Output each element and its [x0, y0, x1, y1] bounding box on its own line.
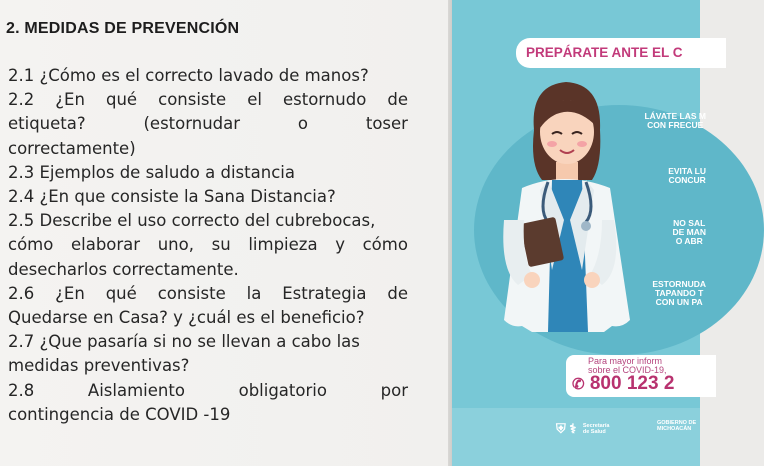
question-line	[8, 112, 408, 136]
question-line	[8, 209, 408, 233]
info-text: Para mayor inform sobre el COVID-19,	[588, 356, 667, 375]
question-word: su	[211, 235, 231, 255]
question-word: o	[297, 114, 308, 134]
question-word: Aislamiento	[87, 380, 185, 400]
info-box	[566, 355, 716, 397]
question-line	[8, 233, 408, 257]
phone-icon: ✆	[572, 376, 585, 393]
question-line	[8, 137, 408, 161]
question-word: qué	[105, 283, 137, 303]
question-word: correctamente)	[8, 138, 136, 158]
phone-number: ✆ 800 123 2	[572, 373, 675, 394]
question-word: y	[335, 235, 345, 255]
poster-banner: PREPÁRATE ANTE EL C	[516, 38, 726, 68]
question-line	[8, 88, 408, 112]
health-secretary-logo: ⛨ ⚕ Secretaría de Salud	[556, 421, 610, 436]
question-word: ¿En	[55, 90, 85, 110]
section-heading: 2. MEDIDAS DE PREVENCIÓN	[6, 20, 240, 37]
question-line	[8, 354, 408, 378]
question-word: consiste	[158, 90, 227, 110]
question-word: qué	[105, 90, 138, 110]
question-line	[8, 185, 408, 209]
question-word: uno,	[157, 235, 194, 255]
question-line	[8, 258, 408, 282]
question-word: el	[247, 90, 262, 110]
question-word: cómo	[8, 235, 54, 255]
question-word: limpieza	[248, 235, 318, 255]
question-word: 2.6	[8, 283, 35, 303]
question-word: por	[380, 380, 408, 400]
question-word: 2.4 ¿En que consiste la Sana Distancia?	[8, 187, 336, 206]
question-word: contingencia de COVID -19	[8, 404, 231, 424]
question-word: (estornudar	[143, 114, 241, 134]
question-line	[8, 161, 408, 185]
tip-avoid-crowds: EVITA LU CONCUR	[668, 166, 706, 185]
question-line	[8, 403, 408, 427]
question-word: cómo	[362, 235, 408, 255]
question-word: desecharlos correctamente.	[8, 259, 239, 279]
question-word: 2.8	[8, 380, 35, 400]
question-word: 2.5 Describe el uso correcto del cubrebocas,	[8, 211, 376, 231]
question-word: Quedarse en Casa? y ¿cuál es el beneficio?	[8, 308, 365, 327]
covid-poster	[452, 0, 706, 466]
question-word: Estrategia	[282, 283, 367, 303]
question-word: 2.1 ¿Cómo es el correcto lavado de manos?	[8, 66, 369, 85]
question-line	[8, 64, 408, 88]
question-word: estornudo	[283, 90, 367, 110]
question-word: consiste	[157, 283, 226, 303]
question-word: 2.7 ¿Que pasaría si no se llevan a cabo las	[8, 332, 360, 352]
question-line	[8, 306, 408, 330]
question-word: la	[246, 283, 262, 303]
logo-mark-icon: ⛨ ⚕	[556, 421, 577, 436]
question-word: de	[387, 90, 408, 110]
question-word: 2.3 Ejemplos de saludo a distancia	[8, 162, 295, 182]
question-word: elaborar	[70, 235, 141, 255]
tip-wash-hands: LÁVATE LAS M CON FRECUE	[644, 111, 706, 130]
michoacan-logo: GOBIERNO DE MICHOACÁN	[657, 420, 697, 432]
question-line	[8, 330, 408, 354]
question-word: obligatorio	[238, 380, 327, 400]
question-word: toser	[365, 114, 408, 134]
tip-sneeze: ESTORNUDA TAPANDO T CON UN PA	[652, 279, 706, 307]
question-word: 2.2	[8, 90, 35, 110]
tip-stay-home: NO SAL DE MAN O ABR	[672, 218, 706, 246]
question-line	[8, 282, 408, 306]
question-word: etiqueta?	[8, 114, 86, 134]
question-line	[8, 379, 408, 403]
question-word: de	[387, 283, 408, 303]
question-word: ¿En	[55, 283, 85, 303]
question-word: medidas preventivas?	[8, 356, 190, 376]
